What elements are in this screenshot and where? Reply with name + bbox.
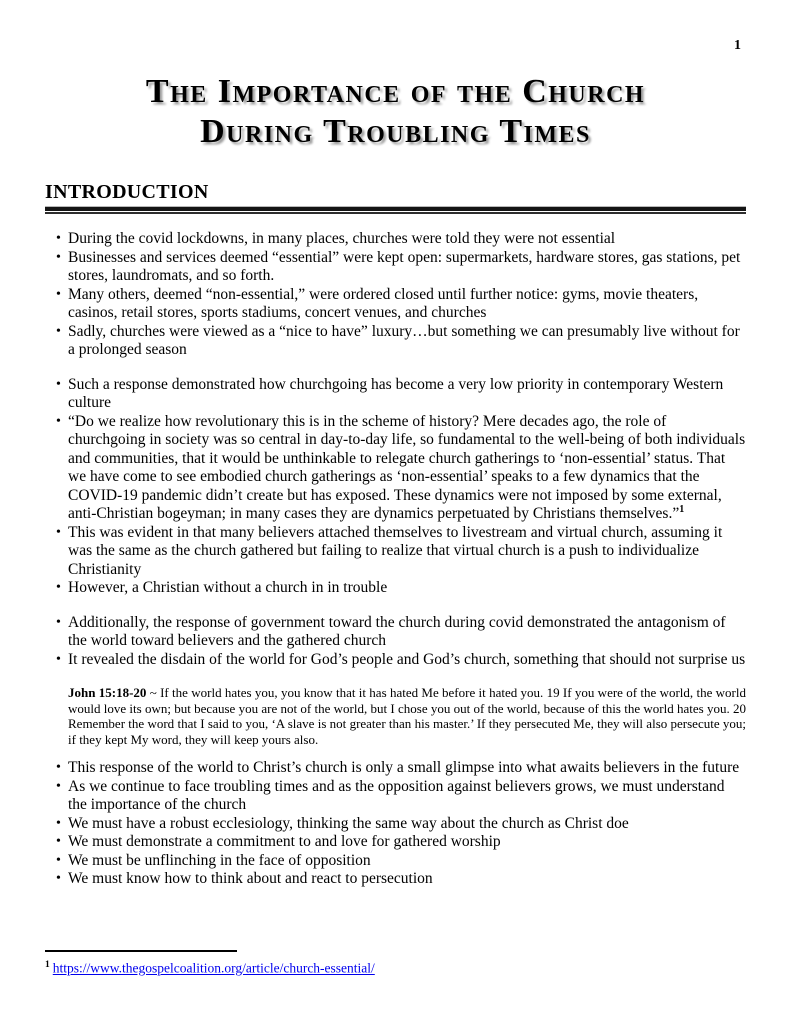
bullet-icon: • [56,614,61,630]
list-item [45,230,746,249]
bullet-icon: • [56,871,61,886]
bullet-group-3 [45,614,746,670]
list-item-text: We must be unflinching in the face of opposition [68,851,371,869]
title-line-1: The Importance of the Church [145,73,646,110]
bullet-icon: • [56,834,61,849]
list-item [45,651,746,670]
page-number: 1 [734,38,741,53]
bullet-icon: • [56,231,61,246]
list-item-text: This was evident in that many believers attached themselves to livestream and virtual church, assuming it was the same as the church gathered but failing to realize that virtual church is a push to individualize Christianity [68,523,723,578]
list-item [45,815,746,834]
bullet-icon: • [56,852,61,868]
footnote-reference-marker: 1 [679,503,685,515]
footnote [45,957,745,977]
list-item-text: As we continue to face troubling times and as the opposition against believers grows, we must understand the importance of the church [68,777,725,813]
list-item [45,413,746,524]
list-item-text: Sadly, churches were viewed as a “nice to have” luxury…but something we can presumably live without for a prolonged season [68,322,740,358]
bullet-icon: • [56,651,61,667]
bullet-icon: • [56,413,61,429]
bullet-icon: • [56,815,61,831]
list-item [45,579,746,598]
list-item [45,852,746,871]
list-item [45,323,746,360]
list-item [45,778,746,815]
list-item-text [68,413,746,524]
footnote-marker: 1 [45,960,50,970]
scripture-quote [68,685,746,747]
bullet-icon: • [56,524,61,540]
footnote-link[interactable]: https://www.thegospelcoalition.org/article/church-essential/ [52,960,375,976]
section-heading-introduction: INTRODUCTION [45,181,209,203]
list-item [45,249,746,286]
bullet-icon: • [56,760,61,775]
list-item-text: During the covid lockdowns, in many places, churches were told they were not essential [68,230,616,247]
footnote-separator [45,950,237,952]
bullet-icon: • [56,323,61,339]
title-line-2: During Troubling Times [200,113,591,150]
scripture-text: If the world hates you, you know that it has hated Me before it hated you. 19 If you were of the world, the world would love its own; but because you are not of the world, but I chose you out of the world, because of this the world hates you. 20 Remember the word that I said to you, ‘A slave is not greater than his master.’ If they persecuted Me, they will also persecute you; if they kept My word, they will keep yours also. [68,685,746,747]
document-content [0,72,791,889]
bullet-icon: • [56,249,61,265]
list-item-text: It revealed the disdain of the world for God’s people and God’s church, something that should not surprise us [68,650,746,668]
bullet-group-2 [45,376,746,598]
bullet-icon: • [56,286,61,302]
bullet-group-1 [45,230,746,360]
list-item-text: Many others, deemed “non-essential,” were ordered closed until further notice: gyms, movie theaters, casinos, retail stores, sports stadiums, concert venues, and churches [68,285,699,321]
list-item-text: Such a response demonstrated how churchgoing has become a very low priority in contemporary Western culture [68,375,724,411]
list-item-text: We must demonstrate a commitment to and love for gathered worship [68,833,501,850]
bullet-icon: • [56,376,61,392]
list-item-text: However, a Christian without a church in in trouble [68,579,388,596]
list-item [45,870,746,889]
document-title [45,72,746,152]
heading-divider [45,206,746,214]
footnote-area [45,950,745,977]
list-item [45,286,746,323]
list-item [45,524,746,580]
list-item-text: This response of the world to Christ’s church is only a small glimpse into what awaits believers in the future [68,759,740,776]
list-item [45,376,746,413]
list-item-text: We must have a robust ecclesiology, thinking the same way about the church as Christ doe [68,814,629,832]
list-item-text: Additionally, the response of government toward the church during covid demonstrated the antagonism of the world toward believers and the gathered church [68,613,726,649]
list-item-text: Businesses and services deemed “essential” were kept open: supermarkets, hardware stores, gas stations, pet stores, laundromats, and so forth. [68,248,741,284]
bullet-icon: • [56,580,61,595]
bullet-icon: • [56,778,61,794]
bullet-group-4 [45,759,746,889]
scripture-reference: John 15:18-20 [68,685,147,700]
quote-text: “Do we realize how revolutionary this is in the scheme of history? Mere decades ago, the role of churchgoing in society was so central in day-to-day life, so fundamental to the well-being of both individuals and communities, that it would be unthinkable to relegate church gatherings to ‘non-essential’ status. That we have come to see embodied church gatherings as ‘non-essential’ speaks to a few dynamics that the COVID-19 pandemic didn’t create but has exposed. These dynamics were not imposed by some external, anti-Christian bogeyman; in many cases they are dynamics perpetuated by Christians themselves.” [68,412,746,522]
list-item [45,759,746,778]
list-item [45,833,746,852]
list-item-text: We must know how to think about and react to persecution [68,870,433,887]
list-item [45,614,746,651]
scripture-separator: ~ [146,685,161,700]
